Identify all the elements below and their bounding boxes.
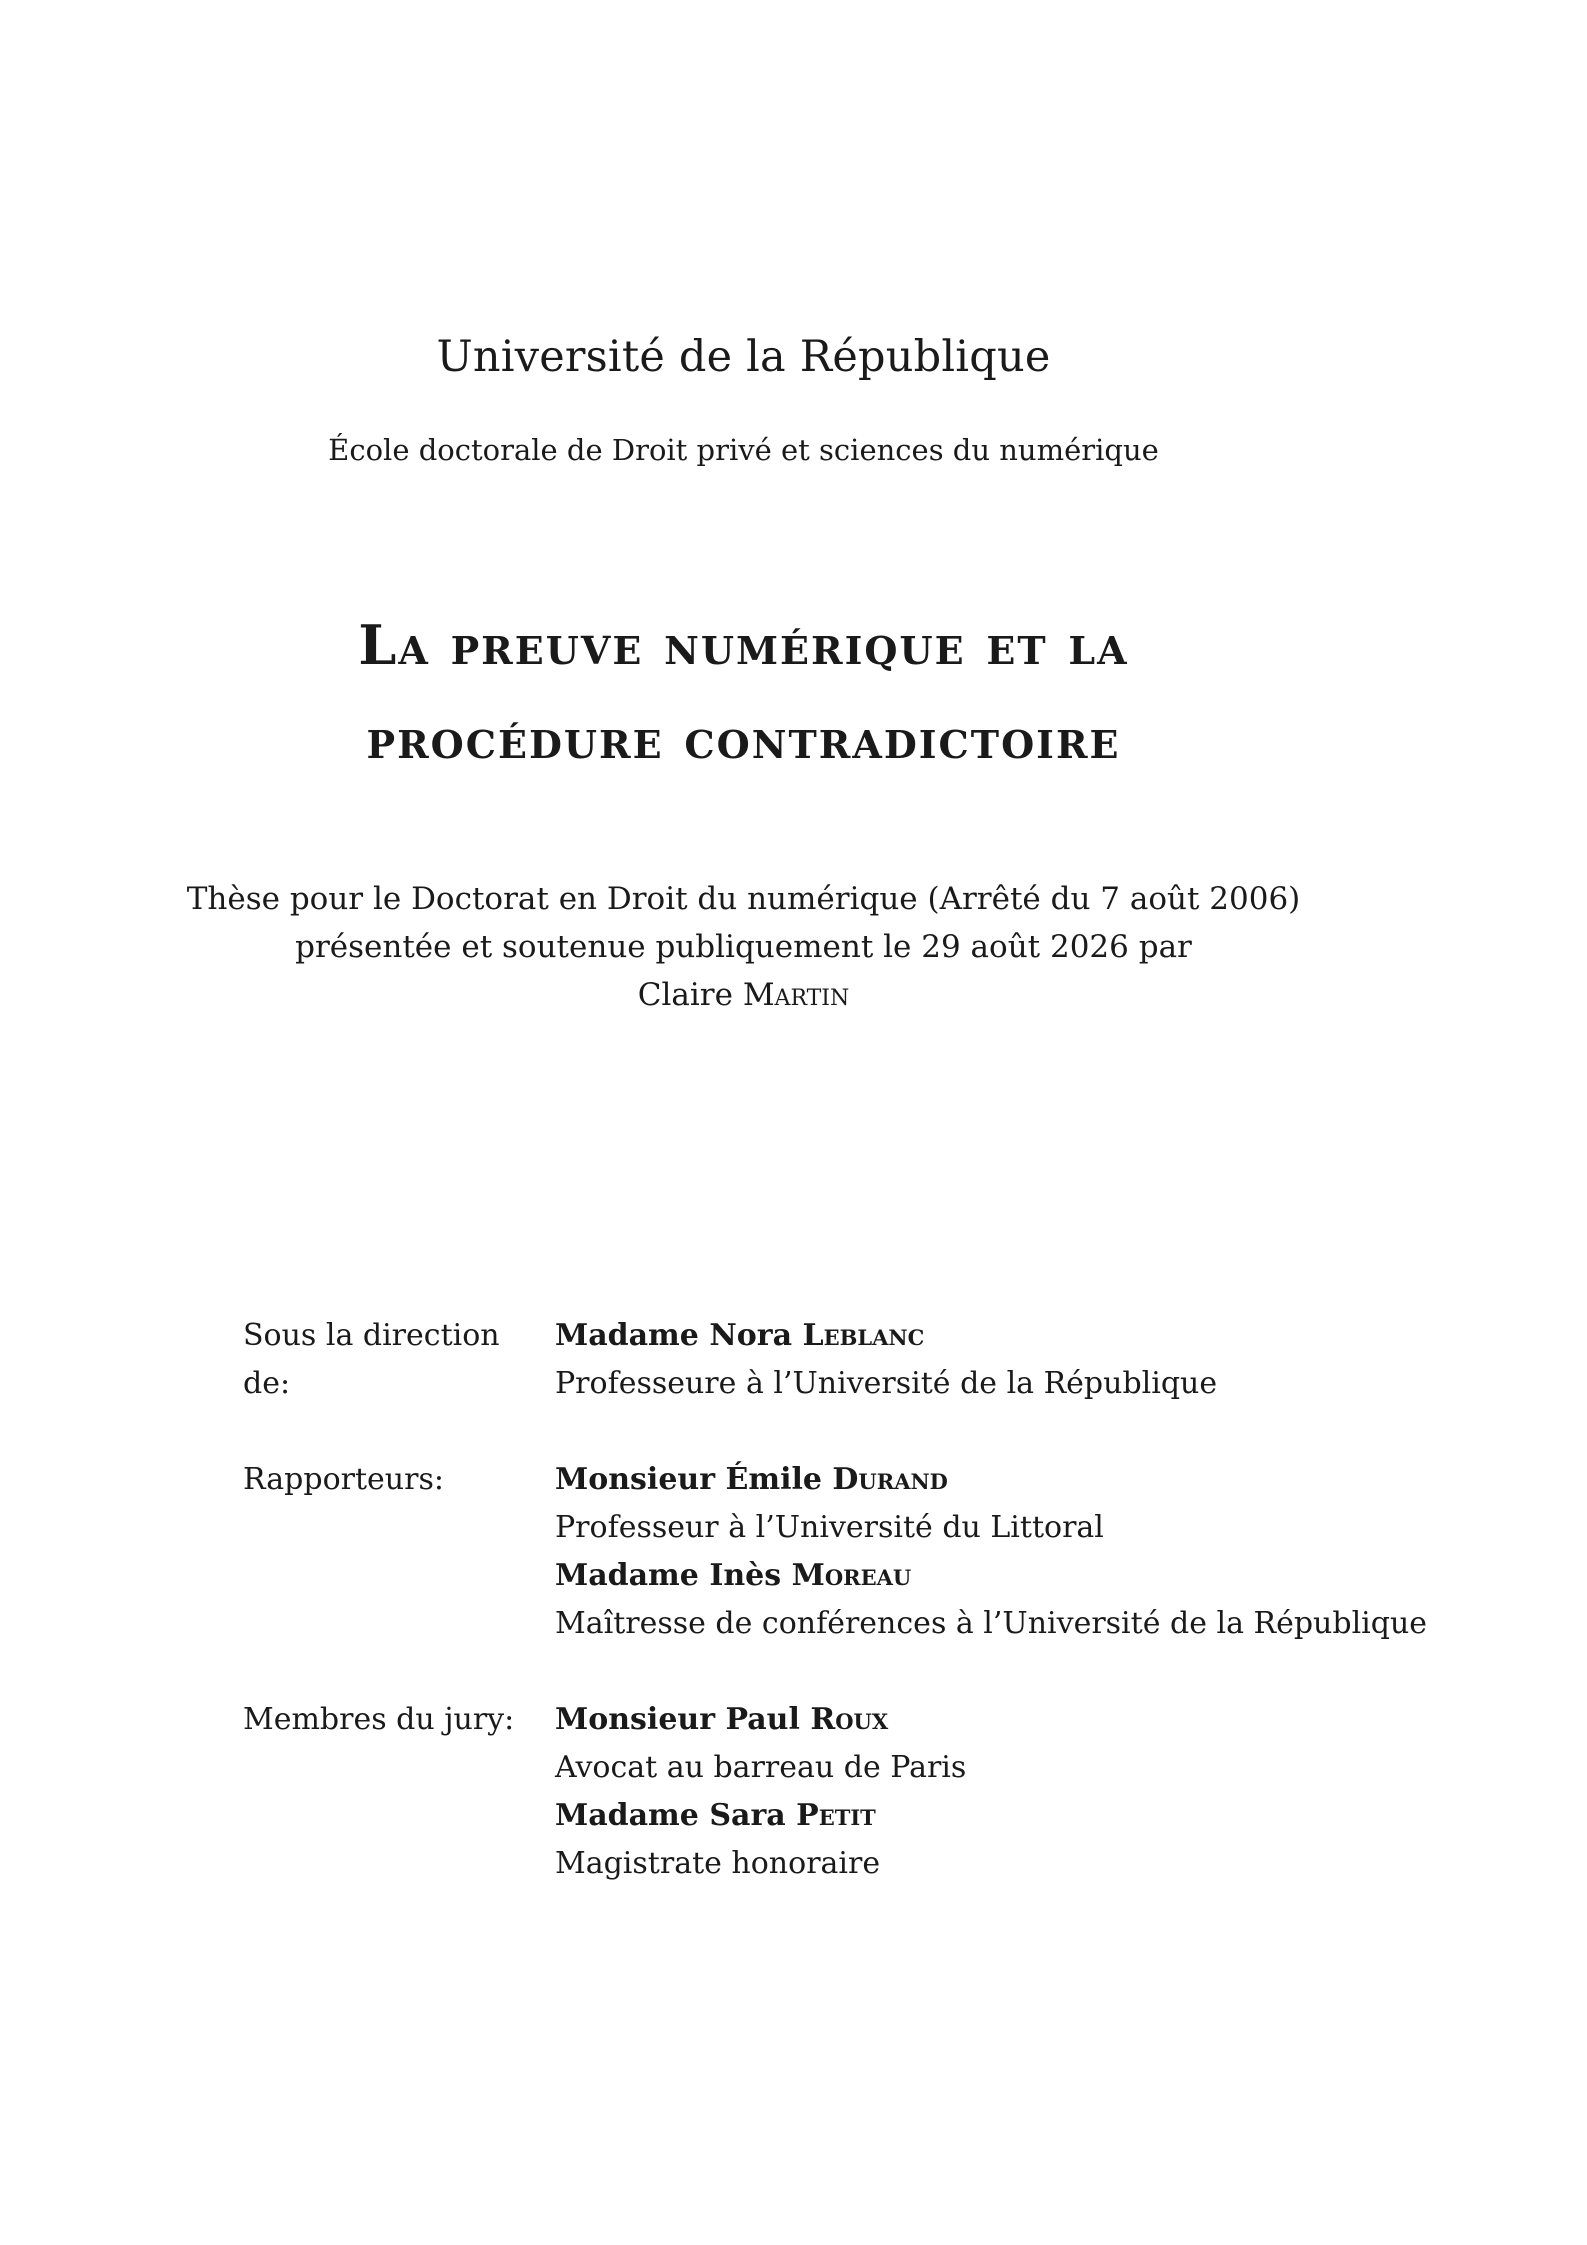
thesis-statement — [0, 875, 1487, 1019]
jury-group-rapporteurs — [243, 1456, 1443, 1648]
author-name — [0, 971, 1487, 1019]
jury-person-name — [555, 1696, 1443, 1744]
thesis-defense-line: présentée et soutenue publiquement le 29 août 2026 par — [295, 929, 1192, 965]
person-first-name: Madame Inès — [555, 1558, 782, 1593]
jury-group-members — [243, 1696, 1443, 1888]
jury-label-direction: Sous la direction de: — [243, 1318, 500, 1401]
jury-person-role: Avocat au barreau de Paris — [555, 1750, 967, 1785]
person-last-name: Durand — [832, 1462, 948, 1497]
jury-people-rapporteurs — [555, 1456, 1443, 1648]
author-last-name: Martin — [742, 977, 850, 1013]
university-name: Université de la République — [436, 332, 1051, 382]
jury-person-name — [555, 1456, 1443, 1504]
thesis-title — [0, 598, 1487, 786]
person-first-name: Madame Nora — [555, 1318, 793, 1353]
thesis-title-line-1: La preuve numérique et la — [358, 613, 1129, 677]
person-first-name: Madame Sara — [555, 1798, 786, 1833]
person-last-name: Petit — [796, 1798, 876, 1833]
person-last-name: Leblanc — [802, 1318, 925, 1353]
jury-people-members — [555, 1696, 1443, 1888]
doctoral-school: École doctorale de Droit privé et sciences du numérique — [328, 433, 1159, 467]
person-last-name: Roux — [810, 1702, 889, 1737]
person-last-name: Moreau — [791, 1558, 912, 1593]
person-first-name: Monsieur Paul — [555, 1702, 800, 1737]
person-first-name: Monsieur Émile — [555, 1462, 822, 1497]
jury-person-name — [555, 1312, 1443, 1360]
jury-people-direction — [555, 1312, 1443, 1408]
jury-person-role: Professeur à l’Université du Littoral — [555, 1510, 1104, 1545]
jury-person-name — [555, 1552, 1443, 1600]
jury-label-rapporteurs: Rapporteurs: — [243, 1462, 444, 1497]
jury-person-name — [555, 1792, 1443, 1840]
jury-person-role: Maîtresse de conférences à l’Université de la République — [555, 1606, 1428, 1641]
jury-person-role: Professeure à l’Université de la République — [555, 1366, 1218, 1401]
jury-person-role: Magistrate honoraire — [555, 1846, 881, 1881]
jury-label-members: Membres du jury: — [243, 1702, 515, 1737]
jury-section — [243, 1312, 1443, 1936]
jury-group-direction — [243, 1312, 1443, 1408]
thesis-degree-line: Thèse pour le Doctorat en Droit du numérique (Arrêté du 7 août 2006) — [186, 881, 1301, 917]
author-first-name: Claire — [637, 977, 733, 1013]
thesis-title-line-2: procédure contradictoire — [366, 707, 1121, 771]
